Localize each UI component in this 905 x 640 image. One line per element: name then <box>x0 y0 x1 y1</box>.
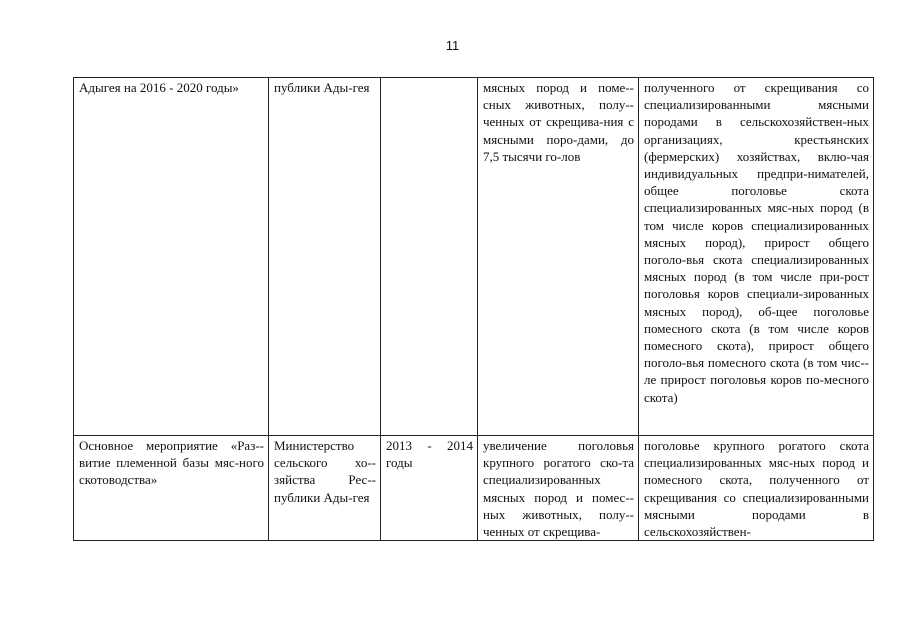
program-table <box>73 77 874 541</box>
cell-result: полученного от скрещивания со специализированными мясными породами в сельскохозяйствен-ных организациях, крестьянских (фермерских) хозяйствах, вклю-чая индивидуальных предпри-нимателей, общее поголовье скота специализированных мяс-ных пород (в том числе коров специализированных мясных пород), прирост общего поголо-вья скота специализированных мясных пород (в том числе при-рост поголовья коров специали-зированных мясных пород), об-щее поголовье помесного скота (в том числе коров помесного скота), прирост общего поголо-вья помесного скота (в том чис-ле прирост поголовья коров по-месного скота) <box>639 78 874 436</box>
page-number: 11 <box>445 38 460 53</box>
cell-event: Основное мероприятие «Раз-витие племенной базы мяс-ного скотоводства» <box>74 436 269 541</box>
cell-executor: Министерство сельского хо-зяйства Рес-публики Ады-гея <box>269 436 381 541</box>
table-row <box>74 78 874 436</box>
cell-result: поголовье крупного рогатого скота специализированных мяс-ных пород и помесного скота, полученного от скрещивания со специализированными мясными породами в сельскохозяйствен- <box>639 436 874 541</box>
cell-period <box>381 78 478 436</box>
cell-event: Адыгея на 2016 - 2020 годы» <box>74 78 269 436</box>
cell-indicator: мясных пород и поме-сных животных, полу-ченных от скрещива-ния с мясными поро-дами, до 7,5 тысячи го-лов <box>478 78 639 436</box>
cell-executor: публики Ады-гея <box>269 78 381 436</box>
cell-indicator: увеличение поголовья крупного рогатого ско-та специализированных мясных пород и помес-ных животных, полу-ченных от скрещива- <box>478 436 639 541</box>
table-row <box>74 436 874 541</box>
cell-period: 2013 - 2014 годы <box>381 436 478 541</box>
